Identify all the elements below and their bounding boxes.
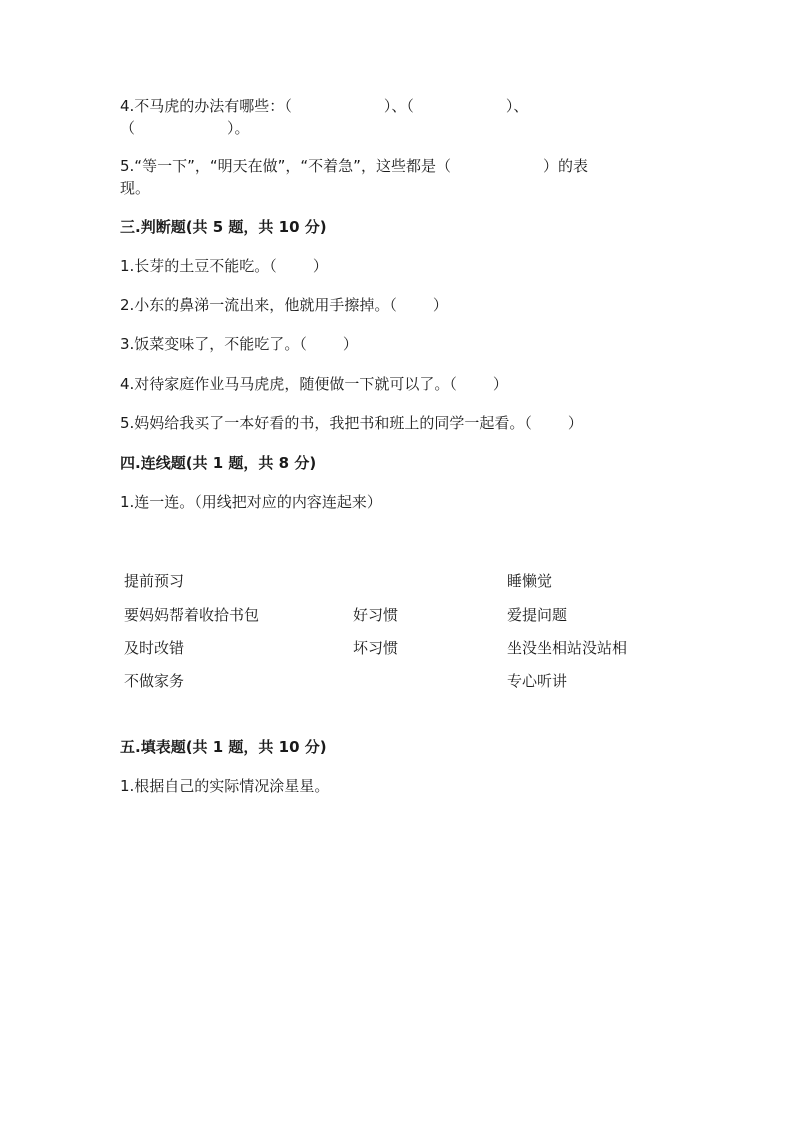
section-3-heading: 三.判断题(共 5 题，共 10 分) bbox=[120, 218, 327, 236]
item-text: 2.小东的鼻涕一流出来，他就用手擦掉。（ bbox=[120, 296, 397, 314]
true-false-item bbox=[120, 295, 448, 315]
matching-left-item[interactable]: 要妈妈帮着收拾书包 bbox=[124, 606, 260, 624]
question-4-prefix: 4.不马虎的办法有哪些：（ bbox=[120, 97, 292, 115]
question-4-separator: ）、（ bbox=[383, 97, 414, 115]
item-text: 4.对待家庭作业马马虎虎，随便做一下就可以了。（ bbox=[120, 375, 457, 393]
close-paren: ） bbox=[432, 296, 448, 314]
matching-right-item[interactable]: 坐没坐相站没站相 bbox=[507, 639, 628, 657]
question-5-line-2 bbox=[120, 178, 150, 198]
matching-right-item[interactable]: 睡懒觉 bbox=[507, 572, 553, 590]
close-paren: ） bbox=[567, 414, 583, 432]
close-paren: ） bbox=[492, 375, 508, 393]
matching-question: 1.连一连。（用线把对应的内容连起来） bbox=[120, 493, 382, 511]
question-4-separator: ）、 bbox=[505, 97, 529, 115]
true-false-item bbox=[120, 256, 328, 276]
question-5-suffix: ）的表 bbox=[542, 157, 588, 175]
question-4-line-2 bbox=[120, 118, 250, 138]
matching-left-item[interactable]: 提前预习 bbox=[124, 572, 185, 590]
question-5-continuation: 现。 bbox=[120, 179, 151, 197]
matching-left-item[interactable]: 及时改错 bbox=[124, 639, 185, 657]
true-false-item bbox=[120, 374, 508, 394]
question-5-prefix: 5.“等一下”，“明天在做”，“不着急”，这些都是（ bbox=[120, 157, 451, 175]
fill-table-question: 1.根据自己的实际情况涂星星。 bbox=[120, 777, 330, 795]
item-text: 5.妈妈给我买了一本好看的书，我把书和班上的同学一起看。（ bbox=[120, 414, 532, 432]
question-4-open-paren: （ bbox=[120, 119, 136, 137]
section-5-heading: 五.填表题(共 1 题，共 10 分) bbox=[120, 738, 327, 756]
true-false-item bbox=[120, 334, 358, 354]
true-false-item bbox=[120, 413, 583, 433]
question-4-line-1 bbox=[120, 96, 528, 116]
matching-right-item[interactable]: 爱提问题 bbox=[507, 606, 568, 624]
question-4-close-paren: ）。 bbox=[227, 119, 250, 137]
question-5-line-1 bbox=[120, 156, 588, 176]
close-paren: ） bbox=[342, 335, 358, 353]
matching-right-item[interactable]: 专心听讲 bbox=[507, 672, 568, 690]
matching-middle-item[interactable]: 坏习惯 bbox=[353, 639, 399, 657]
matching-middle-item[interactable]: 好习惯 bbox=[353, 606, 399, 624]
section-4-heading: 四.连线题(共 1 题，共 8 分) bbox=[120, 454, 317, 472]
item-text: 3.饭菜变味了，不能吃了。（ bbox=[120, 335, 307, 353]
matching-left-item[interactable]: 不做家务 bbox=[124, 672, 185, 690]
item-text: 1.长芽的土豆不能吃。（ bbox=[120, 257, 277, 275]
close-paren: ） bbox=[312, 257, 328, 275]
